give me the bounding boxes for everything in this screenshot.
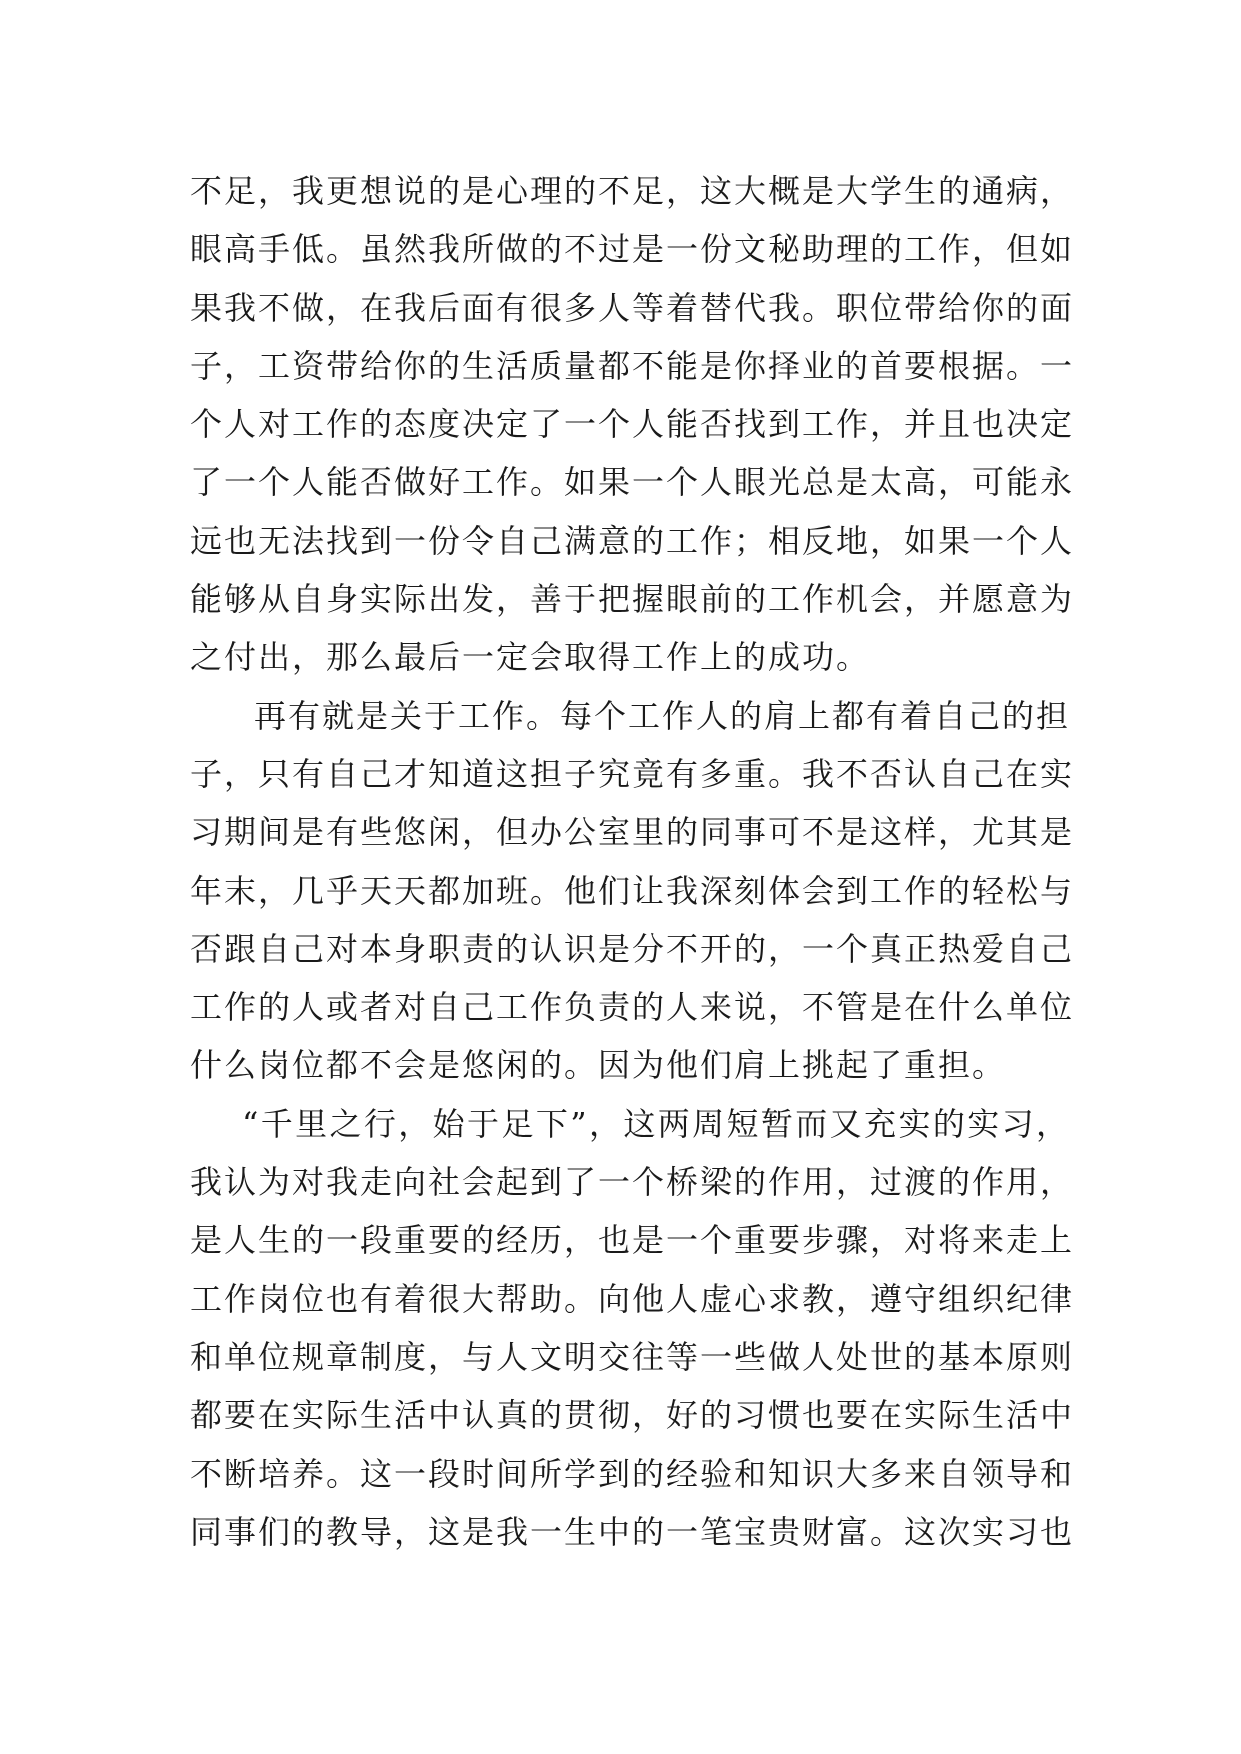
text-line: 果我不做，在我后面有很多人等着替代我。职位带给你的面 <box>190 288 1075 327</box>
text-line: 都要在实际生活中认真的贯彻，好的习惯也要在实际生活中 <box>190 1396 1075 1435</box>
text-line: 年末，几乎天天都加班。他们让我深刻体会到工作的轻松与 <box>190 871 1075 910</box>
text-line: 我认为对我走向社会起到了一个桥梁的作用，过渡的作用， <box>190 1163 1075 1202</box>
text-line: 和单位规章制度，与人文明交往等一些做人处世的基本原则 <box>190 1337 1075 1376</box>
text-line: 同事们的教导，这是我一生中的一笔宝贵财富。这次实习也 <box>190 1512 1075 1551</box>
text-line: 不足，我更想说的是心理的不足，这大概是大学生的通病， <box>190 172 1075 210</box>
text-line: 了一个人能否做好工作。如果一个人眼光总是太高，可能永 <box>190 463 1075 502</box>
paragraph-start-line: 再有就是关于工作。每个工作人的肩上都有着自己的担 <box>254 696 1071 735</box>
text-line: 工作的人或者对自己工作负责的人来说，不管是在什么单位 <box>190 988 1075 1027</box>
text-line: 子，只有自己才知道这担子究竟有多重。我不否认自己在实 <box>190 754 1075 793</box>
text-line: 眼高手低。虽然我所做的不过是一份文秘助理的工作，但如 <box>190 230 1075 269</box>
text-line: 习期间是有些悠闲，但办公室里的同事可不是这样，尤其是 <box>190 813 1075 852</box>
text-line: 之付出，那么最后一定会取得工作上的成功。 <box>190 638 871 677</box>
text-line: 个人对工作的态度决定了一个人能否找到工作，并且也决定 <box>190 405 1075 444</box>
text-line: 否跟自己对本身职责的认识是分不开的，一个真正热爱自己 <box>190 929 1075 968</box>
paragraph-start-line: “千里之行，始于足下”，这两周短暂而又充实的实习， <box>242 1104 1070 1143</box>
text-line: 能够从自身实际出发，善于把握眼前的工作机会，并愿意为 <box>190 580 1075 619</box>
body-text <box>190 162 1075 1561</box>
text-line: 子，工资带给你的生活质量都不能是你择业的首要根据。一 <box>190 346 1075 385</box>
text-line: 不断培养。这一段时间所学到的经验和知识大多来自领导和 <box>190 1454 1075 1493</box>
text-line: 工作岗位也有着很大帮助。向他人虚心求教，遵守组织纪律 <box>190 1279 1075 1318</box>
text-line: 远也无法找到一份令自己满意的工作；相反地，如果一个人 <box>190 521 1075 560</box>
text-line: 什么岗位都不会是悠闲的。因为他们肩上挑起了重担。 <box>190 1046 1007 1085</box>
text-line: 是人生的一段重要的经历，也是一个重要步骤，对将来走上 <box>190 1221 1075 1260</box>
